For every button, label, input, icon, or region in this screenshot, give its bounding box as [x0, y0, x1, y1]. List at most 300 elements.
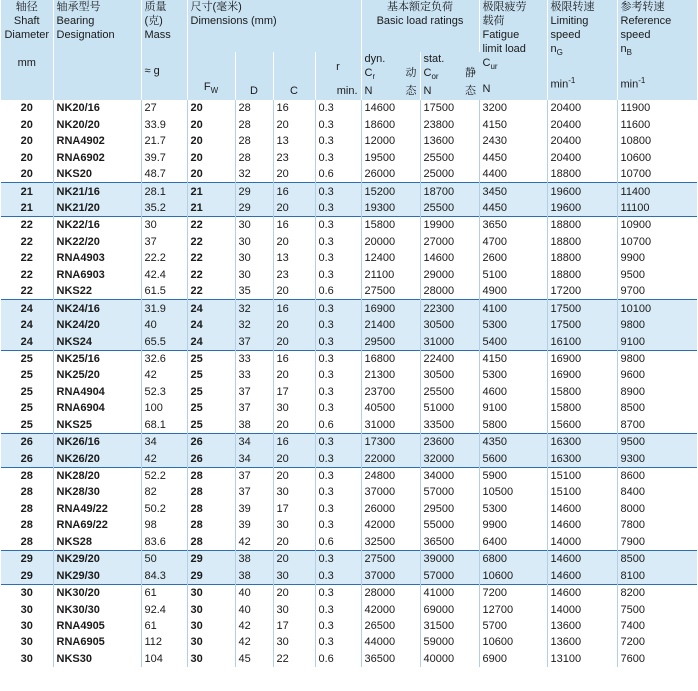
shaft-cell: 25: [1, 367, 53, 383]
designation-cell: NK21/20: [53, 200, 141, 217]
dyn-header: dyn. $C_r$ 动 N 态: [361, 52, 420, 100]
reference-speed-cell: 9600: [620, 369, 645, 382]
cor-cell: 29500: [420, 501, 479, 517]
mass-cell: 52.2: [141, 467, 187, 484]
cr-cell: 15200: [361, 183, 420, 200]
d-cell: 37: [235, 400, 273, 416]
cor-cell: 34000: [420, 467, 479, 484]
reference-speed-cell: 10900: [617, 217, 697, 234]
table-row: [1, 234, 697, 250]
d-cell: 28: [235, 117, 273, 133]
fw-cell: 25: [187, 400, 235, 416]
fw-cell: 29: [187, 567, 235, 584]
shaft-cell: 28: [1, 467, 53, 484]
fw-cell: 20: [187, 166, 235, 183]
r-cell: 0.3: [315, 618, 361, 634]
c-cell: 23: [273, 267, 315, 283]
designation-cell: NK20/16: [53, 100, 141, 116]
d-cell: 29: [235, 183, 273, 200]
table-row: [1, 283, 697, 300]
fatigue-cell: 9100: [479, 400, 547, 416]
fw-cell: 25: [187, 417, 235, 434]
fw-cell: 30: [187, 618, 235, 634]
limiting-speed-cell: 15100: [547, 484, 617, 500]
fw-cell: 28: [187, 534, 235, 551]
cor-cell: 33500: [420, 417, 479, 434]
mass-cell: 98: [141, 517, 187, 533]
designation-cell: RNA6905: [53, 634, 141, 650]
limiting-speed-cell: 15800: [547, 400, 617, 416]
d-cell: 42: [235, 618, 273, 634]
fw-cell: 26: [187, 433, 235, 450]
fatigue-cell: 5300: [479, 367, 547, 383]
designation-cell: RNA4903: [53, 250, 141, 266]
d-cell: 32: [235, 166, 273, 183]
limiting-speed-cell: 16100: [547, 333, 617, 350]
fatigue-cell: 6400: [479, 534, 547, 551]
cr-cell: 22000: [361, 450, 420, 467]
cr-cell: 20000: [361, 234, 420, 250]
mass-cell: 42: [141, 450, 187, 467]
designation-cell: NK25/16: [53, 350, 141, 367]
cr-cell: 28000: [361, 584, 420, 601]
limiting-speed-cell: 14600: [547, 517, 617, 533]
c-cell: 22: [273, 651, 315, 667]
reference-speed-cell: 10600: [620, 151, 652, 164]
cor-cell: 29000: [420, 267, 479, 283]
r-header: r min.: [315, 52, 361, 100]
c-cell: 20: [273, 333, 315, 350]
shaft-cell: 28: [1, 517, 53, 533]
table-row: [1, 350, 697, 367]
designation-cell: NK22/16: [53, 217, 141, 234]
limiting-speed-cell: 19600: [547, 200, 617, 217]
cor-cell: 57000: [420, 567, 479, 584]
mass-cell: 112: [141, 634, 187, 650]
limiting-speed-header: 极限转速 Limiting speed $n_G$ $\min^{-1}$: [547, 0, 617, 100]
reference-speed-cell: 8500: [620, 402, 645, 415]
shaft-cell: 24: [1, 300, 53, 317]
table-row: [1, 400, 697, 416]
fw-cell: 20: [187, 133, 235, 149]
cor-cell: 25000: [420, 166, 479, 183]
fw-cell: 26: [187, 450, 235, 467]
d-cell: 35: [235, 283, 273, 300]
fw-cell: 28: [187, 467, 235, 484]
r-cell: 0.6: [315, 417, 361, 434]
fatigue-cell: 10600: [479, 634, 547, 650]
reference-speed-cell: 10700: [620, 168, 652, 181]
shaft-cell: 22: [1, 250, 53, 266]
fatigue-cell: 5400: [479, 333, 547, 350]
cor-cell: 25500: [420, 150, 479, 166]
c-cell: 13: [273, 250, 315, 266]
table-row: [1, 217, 697, 234]
d-cell: 38: [235, 567, 273, 584]
mass-cell: 92.4: [141, 601, 187, 617]
table-row: [1, 501, 697, 517]
shaft-cell: 24: [1, 317, 53, 333]
c-cell: 16: [273, 100, 315, 116]
designation-cell: NK29/30: [53, 567, 141, 584]
r-cell: 0.3: [315, 250, 361, 266]
limiting-speed-cell: 15600: [547, 417, 617, 434]
cor-cell: 51000: [420, 400, 479, 416]
shaft-cell: 21: [1, 183, 53, 200]
fatigue-cell: 4350: [479, 433, 547, 450]
reference-speed-cell: 10700: [620, 235, 652, 248]
cor-cell: 30500: [420, 317, 479, 333]
d-cell: 32: [235, 317, 273, 333]
shaft-cell: 30: [1, 618, 53, 634]
shaft-header: 轴径 Shaft Diameter mm: [1, 0, 53, 100]
r-cell: 0.3: [315, 217, 361, 234]
designation-cell: NK30/30: [53, 601, 141, 617]
fw-cell: 22: [187, 250, 235, 266]
limiting-speed-cell: 17500: [547, 300, 617, 317]
limiting-speed-cell: 18800: [547, 166, 617, 183]
reference-speed-cell: 7200: [620, 636, 645, 649]
designation-cell: NK25/20: [53, 367, 141, 383]
limiting-speed-cell: 20400: [547, 150, 617, 166]
shaft-cell: 28: [1, 501, 53, 517]
table-row: [1, 100, 697, 116]
cr-cell: 12400: [361, 250, 420, 266]
fw-cell: 28: [187, 484, 235, 500]
limiting-speed-cell: 20400: [547, 117, 617, 133]
fatigue-cell: 5700: [479, 618, 547, 634]
r-cell: 0.3: [315, 317, 361, 333]
table-row: [1, 166, 697, 183]
shaft-cell: 22: [1, 234, 53, 250]
limiting-speed-cell: 14000: [547, 601, 617, 617]
mass-cell: 65.5: [141, 333, 187, 350]
r-cell: 0.6: [315, 283, 361, 300]
cor-cell: 14600: [420, 250, 479, 266]
table-row: [1, 117, 697, 133]
fatigue-cell: 12700: [479, 601, 547, 617]
d-cell: 37: [235, 384, 273, 400]
fatigue-cell: 4400: [479, 166, 547, 183]
shaft-cell: 20: [1, 150, 53, 166]
limiting-speed-cell: 16900: [547, 350, 617, 367]
d-cell: 33: [235, 350, 273, 367]
cr-cell: 27500: [361, 283, 420, 300]
table-row: [1, 484, 697, 500]
reference-speed-cell: 7800: [620, 519, 645, 532]
r-cell: 0.6: [315, 166, 361, 183]
d-cell: 28: [235, 133, 273, 149]
fw-cell: 20: [187, 150, 235, 166]
fatigue-cell: 5600: [479, 450, 547, 467]
cor-cell: 19900: [420, 217, 479, 234]
designation-cell: RNA4902: [53, 133, 141, 149]
c-cell: 20: [273, 534, 315, 551]
mass-cell: 37: [141, 234, 187, 250]
c-cell: 30: [273, 517, 315, 533]
mass-cell: 68.1: [141, 417, 187, 434]
limiting-speed-cell: 13600: [547, 634, 617, 650]
c-cell: 13: [273, 133, 315, 149]
designation-cell: NKS22: [53, 283, 141, 300]
d-cell: 37: [235, 333, 273, 350]
r-cell: 0.3: [315, 551, 361, 568]
table-row: [1, 267, 697, 283]
d-cell: 30: [235, 267, 273, 283]
designation-cell: NKS24: [53, 333, 141, 350]
designation-cell: RNA6903: [53, 267, 141, 283]
c-cell: 30: [273, 400, 315, 416]
reference-speed-cell: 9900: [620, 252, 645, 265]
shaft-cell: 20: [1, 133, 53, 149]
shaft-cell: 26: [1, 450, 53, 467]
stat-header: stat. $C_{or}$ 静 N 态: [420, 52, 479, 100]
cor-cell: 22400: [420, 350, 479, 367]
fw-cell: 25: [187, 350, 235, 367]
table-row: [1, 183, 697, 200]
fatigue-cell: 9900: [479, 517, 547, 533]
fw-cell: 24: [187, 300, 235, 317]
mass-cell: 61.5: [141, 283, 187, 300]
table-row: [1, 651, 697, 667]
reference-speed-cell: 9500: [617, 433, 697, 450]
mass-cell: 42.4: [141, 267, 187, 283]
table-row: [1, 450, 697, 467]
c-cell: 20: [273, 234, 315, 250]
c-cell: 20: [273, 317, 315, 333]
mass-cell: 28.1: [141, 183, 187, 200]
r-cell: 0.3: [315, 584, 361, 601]
fatigue-cell: 4450: [479, 150, 547, 166]
reference-speed-cell: 8500: [617, 551, 697, 568]
shaft-cell: 21: [1, 200, 53, 217]
designation-cell: NKS28: [53, 534, 141, 551]
shaft-cell: 22: [1, 217, 53, 234]
d-cell: 33: [235, 367, 273, 383]
table-row: [1, 551, 697, 568]
table-body: [1, 100, 697, 667]
table-row: [1, 367, 697, 383]
d-cell: 32: [235, 300, 273, 317]
shaft-cell: 22: [1, 267, 53, 283]
cr-cell: 24800: [361, 467, 420, 484]
limiting-speed-cell: 18800: [547, 217, 617, 234]
fw-cell: 30: [187, 584, 235, 601]
cr-cell: 21100: [361, 267, 420, 283]
c-cell: 16: [273, 183, 315, 200]
mass-cell: 84.3: [141, 567, 187, 584]
c-cell: 30: [273, 601, 315, 617]
dimensions-header: 尺寸(毫米) Dimensions (mm): [187, 0, 361, 52]
mass-cell: 50.2: [141, 501, 187, 517]
shaft-cell: 25: [1, 384, 53, 400]
designation-cell: NKS30: [53, 651, 141, 667]
reference-speed-cell: 10800: [620, 135, 652, 148]
c-cell: 20: [273, 417, 315, 434]
table-row: [1, 133, 697, 149]
c-cell: 17: [273, 501, 315, 517]
cor-cell: 59000: [420, 634, 479, 650]
limiting-speed-cell: 16900: [547, 367, 617, 383]
designation-cell: NK28/20: [53, 467, 141, 484]
cor-cell: 32000: [420, 450, 479, 467]
c-cell: 16: [273, 300, 315, 317]
limiting-speed-cell: 19600: [547, 183, 617, 200]
cor-cell: 25500: [420, 200, 479, 217]
mass-cell: 40: [141, 317, 187, 333]
cor-cell: 22300: [420, 300, 479, 317]
c-header: C: [273, 52, 315, 100]
table-row: [1, 584, 697, 601]
limiting-speed-cell: 17200: [547, 283, 617, 300]
d-cell: 42: [235, 634, 273, 650]
fatigue-cell: 4600: [479, 384, 547, 400]
cr-cell: 16900: [361, 300, 420, 317]
d-cell: 30: [235, 250, 273, 266]
table-header: [1, 0, 697, 100]
shaft-cell: 20: [1, 100, 53, 116]
cr-cell: 15800: [361, 217, 420, 234]
mass-cell: 32.6: [141, 350, 187, 367]
mass-cell: 33.9: [141, 117, 187, 133]
fatigue-cell: 4150: [479, 117, 547, 133]
reference-speed-cell: 8000: [620, 502, 645, 515]
mass-cell: 50: [141, 551, 187, 568]
r-cell: 0.3: [315, 433, 361, 450]
reference-speed-cell: 9800: [617, 350, 697, 367]
limiting-speed-cell: 13100: [547, 651, 617, 667]
cr-cell: 26000: [361, 501, 420, 517]
shaft-cell: 24: [1, 333, 53, 350]
designation-cell: RNA49/22: [53, 501, 141, 517]
mass-cell: 61: [141, 584, 187, 601]
mass-cell: 34: [141, 433, 187, 450]
mass-cell: 30: [141, 217, 187, 234]
r-cell: 0.6: [315, 651, 361, 667]
fatigue-cell: 5100: [479, 267, 547, 283]
table-row: [1, 634, 697, 650]
d-cell: 39: [235, 501, 273, 517]
limiting-speed-cell: 14600: [547, 551, 617, 568]
cor-cell: 40000: [420, 651, 479, 667]
cor-cell: 36500: [420, 534, 479, 551]
r-cell: 0.3: [315, 467, 361, 484]
designation-cell: NK22/20: [53, 234, 141, 250]
cr-cell: 26000: [361, 166, 420, 183]
d-header: D: [235, 52, 273, 100]
limiting-speed-cell: 14000: [547, 534, 617, 551]
reference-speed-cell: 9500: [620, 268, 645, 281]
mass-cell: 31.9: [141, 300, 187, 317]
fatigue-cell: 4700: [479, 234, 547, 250]
fatigue-cell: 6900: [479, 651, 547, 667]
fw-cell: 28: [187, 517, 235, 533]
reference-speed-cell: 10100: [617, 300, 697, 317]
d-cell: 34: [235, 433, 273, 450]
limiting-speed-cell: 15800: [547, 384, 617, 400]
fatigue-cell: 3200: [479, 100, 547, 116]
reference-speed-cell: 8900: [620, 385, 645, 398]
mass-cell: 35.2: [141, 200, 187, 217]
fatigue-cell: 2430: [479, 133, 547, 149]
shaft-cell: 26: [1, 433, 53, 450]
mass-cell: 52.3: [141, 384, 187, 400]
r-cell: 0.3: [315, 634, 361, 650]
fatigue-cell: 4900: [479, 283, 547, 300]
d-cell: 37: [235, 484, 273, 500]
cor-cell: 17500: [420, 100, 479, 116]
bearing-spec-table: [1, 0, 697, 667]
cr-cell: 36500: [361, 651, 420, 667]
cr-cell: 32500: [361, 534, 420, 551]
c-cell: 17: [273, 618, 315, 634]
designation-cell: NK24/20: [53, 317, 141, 333]
shaft-cell: 30: [1, 601, 53, 617]
cr-cell: 42000: [361, 517, 420, 533]
reference-speed-cell: 7500: [620, 603, 645, 616]
reference-speed-cell: 9100: [617, 333, 697, 350]
fw-cell: 30: [187, 601, 235, 617]
c-cell: 20: [273, 450, 315, 467]
designation-cell: NK26/16: [53, 433, 141, 450]
c-cell: 20: [273, 467, 315, 484]
reference-speed-header: 参考转速 Reference speed $n_B$ $\min^{-1}$: [617, 0, 697, 100]
fatigue-cell: 4150: [479, 350, 547, 367]
cr-cell: 21400: [361, 317, 420, 333]
designation-header: 轴承型号 Bearing Designation: [53, 0, 141, 100]
shaft-cell: 25: [1, 400, 53, 416]
designation-cell: RNA6904: [53, 400, 141, 416]
limiting-speed-cell: 13600: [547, 618, 617, 634]
shaft-cell: 22: [1, 283, 53, 300]
designation-cell: RNA4904: [53, 384, 141, 400]
fatigue-cell: 3650: [479, 217, 547, 234]
cor-cell: 30500: [420, 367, 479, 383]
shaft-cell: 30: [1, 584, 53, 601]
fatigue-cell: 5300: [479, 317, 547, 333]
designation-cell: NK24/16: [53, 300, 141, 317]
mass-cell: 82: [141, 484, 187, 500]
mass-cell: 21.7: [141, 133, 187, 149]
table-row: [1, 433, 697, 450]
mass-cell: 83.6: [141, 534, 187, 551]
table-row: [1, 517, 697, 533]
limiting-speed-cell: 16300: [547, 433, 617, 450]
c-cell: 17: [273, 384, 315, 400]
c-cell: 20: [273, 200, 315, 217]
mass-cell: 27: [141, 100, 187, 116]
c-cell: 30: [273, 484, 315, 500]
reference-speed-cell: 8700: [620, 418, 645, 431]
r-cell: 0.3: [315, 400, 361, 416]
r-cell: 0.3: [315, 450, 361, 467]
d-cell: 39: [235, 517, 273, 533]
r-cell: 0.3: [315, 350, 361, 367]
limiting-speed-cell: 16300: [547, 450, 617, 467]
cr-cell: 37000: [361, 567, 420, 584]
limiting-speed-cell: 15100: [547, 467, 617, 484]
shaft-cell: 28: [1, 484, 53, 500]
fatigue-cell: 10600: [479, 567, 547, 584]
cor-cell: 27000: [420, 234, 479, 250]
fatigue-cell: 4100: [479, 300, 547, 317]
cr-cell: 12000: [361, 133, 420, 149]
shaft-cell: 30: [1, 634, 53, 650]
fw-cell: 20: [187, 117, 235, 133]
r-cell: 0.3: [315, 484, 361, 500]
designation-cell: NK28/30: [53, 484, 141, 500]
shaft-cell: 29: [1, 551, 53, 568]
